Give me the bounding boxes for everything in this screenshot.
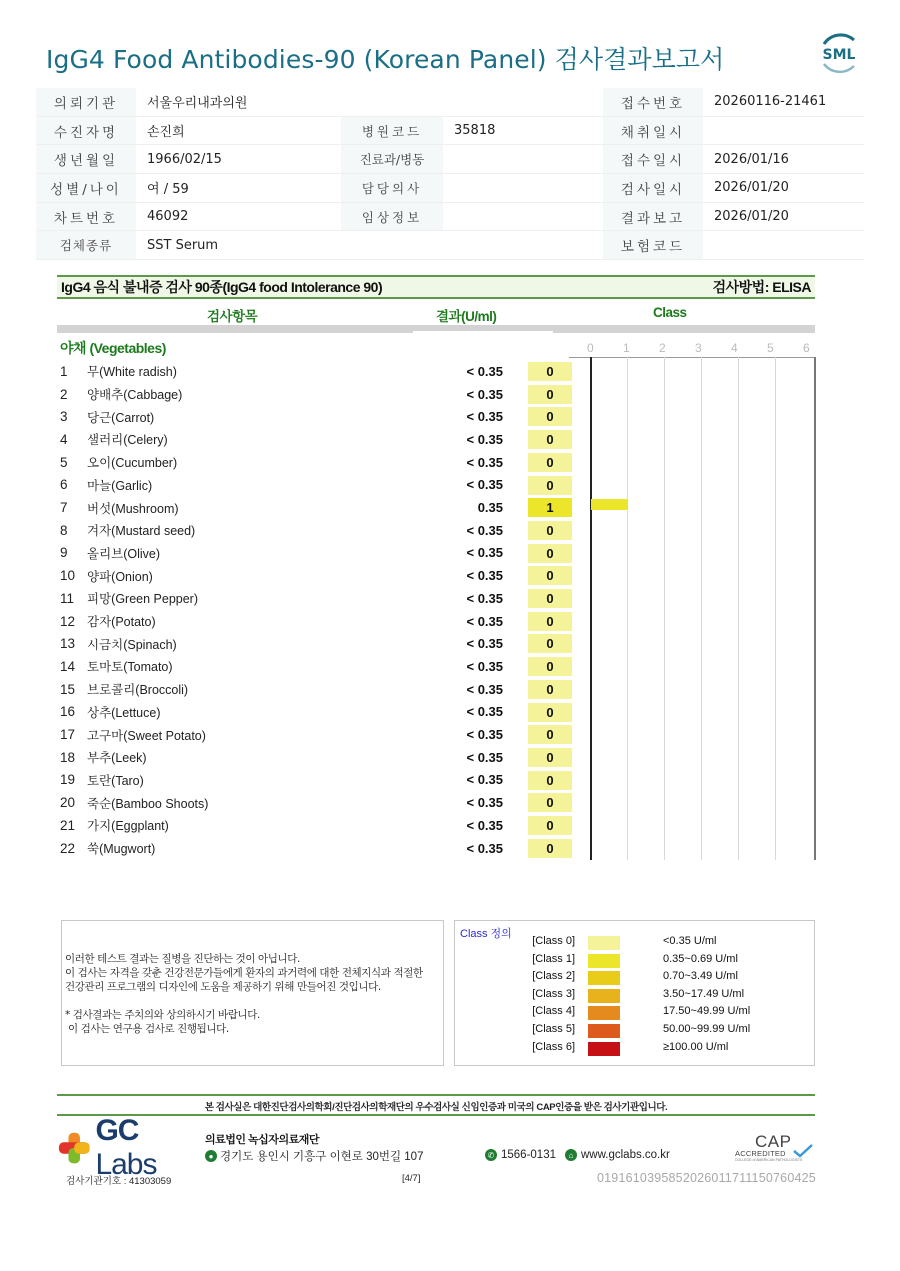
legend-range: 0.35~0.69 U/ml [663, 952, 738, 965]
labs-text: Labs [95, 1148, 157, 1181]
result-row [57, 360, 577, 383]
legend-class-label: [Class 6] [532, 1040, 575, 1053]
legend-title: Class 정의 [460, 928, 512, 940]
item-number: 8 [60, 522, 68, 538]
legend-row [455, 935, 815, 953]
info-value: 서울우리내과의원 [147, 96, 248, 112]
report-title: IgG4 Food Antibodies-90 (Korean Panel) 검사결과보고서 [46, 45, 725, 74]
info-label: 보험코드 [603, 231, 703, 259]
info-label: 의뢰기관 [36, 88, 136, 116]
item-number: 3 [60, 409, 68, 425]
item-class-badge: 0 [528, 453, 572, 472]
result-row [57, 405, 577, 428]
info-label: 담당의사 [341, 174, 443, 202]
cap-text: CAP [755, 1132, 792, 1151]
class-definition-legend [454, 920, 815, 1066]
item-name: 샐러리(Celery) [87, 433, 168, 448]
info-label: 임상정보 [341, 203, 443, 231]
gc-cross-icon [57, 1130, 91, 1166]
legend-color-swatch [588, 989, 620, 1003]
item-result: < 0.35 [466, 477, 503, 493]
item-class-badge: 0 [528, 589, 572, 608]
legend-color-swatch [588, 1042, 620, 1056]
item-name: 고구마(Sweet Potato) [87, 728, 206, 743]
header-divider [57, 325, 815, 333]
legend-range: ≥100.00 U/ml [663, 1040, 729, 1053]
info-value [443, 145, 603, 173]
info-label: 검사일시 [603, 174, 703, 202]
info-label: 접수일시 [603, 145, 703, 173]
home-icon: ⌂ [565, 1149, 577, 1161]
item-result: < 0.35 [466, 636, 503, 652]
item-result: < 0.35 [466, 704, 503, 720]
item-number: 6 [60, 477, 68, 493]
item-number: 13 [60, 636, 76, 652]
item-number: 14 [60, 658, 76, 674]
item-class-badge: 0 [528, 430, 572, 449]
legend-range: 17.50~49.99 U/ml [663, 1005, 751, 1018]
legend-color-swatch [588, 936, 620, 950]
organization-name: 의료법인 녹십자의료재단 [205, 1134, 319, 1146]
disclaimer-line: 이 검사는 연구용 검사로 진행됩니다. [65, 1023, 229, 1035]
class-tick: 5 [767, 341, 774, 355]
info-label: 차트번호 [36, 203, 136, 231]
item-number: 19 [60, 772, 76, 788]
item-number: 15 [60, 681, 76, 697]
item-number: 16 [60, 704, 76, 720]
item-number: 21 [60, 817, 76, 833]
info-value: SST Serum [147, 237, 219, 253]
legend-row [455, 1005, 815, 1023]
item-result: 0.35 [477, 500, 503, 516]
item-result: < 0.35 [466, 363, 503, 379]
item-class-badge: 0 [528, 680, 572, 699]
item-name: 올리브(Olive) [87, 546, 161, 561]
disclaimer-line: 이 검사는 자격을 갖춘 건강전문가들에게 환자의 과거력에 대한 전체지식과 적절한 [65, 967, 423, 979]
test-method: 검사방법: ELISA [712, 279, 811, 295]
panel-header [57, 275, 815, 299]
item-class-badge: 0 [528, 634, 572, 653]
class-tick: 3 [695, 341, 702, 355]
item-number: 10 [60, 568, 76, 584]
item-name: 부추(Leek) [87, 751, 147, 766]
column-header-class: Class [653, 305, 687, 320]
barcode-number: 0191610395852026011711150760425 [597, 1171, 816, 1185]
item-number: 11 [60, 590, 75, 606]
item-result: < 0.35 [466, 568, 503, 584]
section-title-vegetables: 야채 (Vegetables) [60, 340, 166, 356]
cap-accredited-text: ACCREDITED [735, 1149, 786, 1158]
legend-color-swatch [588, 971, 620, 985]
location-pin-icon: ● [205, 1150, 217, 1162]
info-row [36, 145, 864, 174]
item-result: < 0.35 [466, 749, 503, 765]
info-value: 2026/01/20 [714, 209, 789, 225]
item-result: < 0.35 [466, 545, 503, 561]
item-name: 상추(Lettuce) [87, 705, 161, 720]
legend-color-swatch [588, 954, 620, 968]
item-name: 감자(Potato) [87, 615, 156, 630]
legend-range: 50.00~99.99 U/ml [663, 1023, 751, 1035]
item-name: 버섯(Mushroom) [87, 501, 179, 516]
result-row [57, 791, 577, 814]
lab-number: 검사기관기호 : 41303059 [66, 1176, 172, 1187]
item-result: < 0.35 [466, 590, 503, 606]
patient-info-table [36, 88, 864, 260]
item-class-badge: 0 [528, 612, 572, 631]
item-class-badge: 0 [528, 362, 572, 381]
disclaimer-line: 건강관리 프로그램의 디자인에 도움을 제공하기 위해 만들어진 것입니다. [65, 981, 381, 993]
legend-class-label: [Class 5] [532, 1023, 575, 1035]
info-value: 1966/02/15 [147, 151, 222, 167]
item-result: < 0.35 [466, 409, 503, 425]
legend-class-label: [Class 1] [532, 952, 575, 965]
certification-text: 본 검사실은 대한진단검사의학회/진단검사의학재단의 우수검사실 신임인증과 미국의 CAP인증을 받은 검사기관입니다. [204, 1102, 668, 1113]
result-row [57, 701, 577, 724]
info-label: 결과보고 [603, 203, 703, 231]
item-result: < 0.35 [466, 658, 503, 674]
legend-color-swatch [588, 1006, 620, 1020]
item-name: 시금치(Spinach) [87, 637, 177, 652]
result-row [57, 542, 577, 565]
item-class-badge: 0 [528, 476, 572, 495]
item-name: 양배추(Cabbage) [87, 388, 183, 403]
address [205, 1148, 423, 1164]
info-value: 35818 [454, 123, 496, 139]
result-row [57, 655, 577, 678]
item-result: < 0.35 [466, 386, 503, 402]
result-row [57, 519, 577, 542]
legend-row [455, 988, 815, 1006]
result-row [57, 610, 577, 633]
sml-logo-icon [816, 30, 862, 76]
item-number: 18 [60, 749, 76, 765]
legend-color-swatch [588, 1024, 620, 1038]
info-value: 20260116-21461 [714, 94, 827, 110]
result-row [57, 383, 577, 406]
item-number: 20 [60, 795, 76, 811]
result-row [57, 474, 577, 497]
result-row [57, 587, 577, 610]
class-tick: 6 [803, 341, 810, 355]
item-number: 12 [60, 613, 76, 629]
item-class-badge: 0 [528, 748, 572, 767]
item-name: 오이(Cucumber) [87, 456, 178, 471]
item-number: 5 [60, 454, 68, 470]
legend-class-label: [Class 3] [532, 987, 575, 1000]
class-bar [591, 499, 628, 510]
item-result: < 0.35 [466, 772, 503, 788]
item-name: 가지(Eggplant) [87, 819, 169, 834]
class-tick: 1 [623, 341, 630, 355]
item-number: 22 [60, 840, 76, 856]
cap-accredited-logo [735, 1132, 813, 1166]
info-value [443, 203, 603, 231]
svg-text:SML: SML [822, 47, 856, 63]
item-result: < 0.35 [466, 681, 503, 697]
result-row [57, 723, 577, 746]
item-name: 겨자(Mustard seed) [87, 524, 196, 539]
legend-class-label: [Class 4] [532, 1005, 575, 1018]
info-label: 수진자명 [36, 117, 136, 145]
result-row [57, 632, 577, 655]
item-name: 양파(Onion) [87, 569, 153, 584]
item-number: 4 [60, 431, 68, 447]
page-number: [4/7] [402, 1173, 421, 1184]
result-row [57, 496, 577, 519]
legend-class-label: [Class 0] [532, 935, 575, 947]
item-result: < 0.35 [466, 817, 503, 833]
item-class-badge: 0 [528, 544, 572, 563]
column-header-result: 결과(U/ml) [436, 309, 497, 324]
checkmark-icon [793, 1144, 813, 1158]
info-label [341, 231, 443, 259]
item-result: < 0.35 [466, 613, 503, 629]
class-tick: 2 [659, 341, 666, 355]
item-result: < 0.35 [466, 522, 503, 538]
item-name: 당근(Carrot) [87, 410, 155, 425]
info-value [703, 117, 864, 145]
info-label: 성별/나이 [36, 174, 136, 202]
item-result: < 0.35 [466, 840, 503, 856]
item-class-badge: 0 [528, 793, 572, 812]
footer-divider-top [57, 1094, 815, 1096]
result-row [57, 564, 577, 587]
info-value [443, 231, 603, 259]
item-name: 마늘(Garlic) [87, 478, 153, 493]
class-tick: 0 [587, 341, 594, 355]
item-name: 죽순(Bamboo Shoots) [87, 796, 209, 811]
disclaimer-box [61, 920, 444, 1066]
info-value [443, 174, 603, 202]
item-class-badge: 0 [528, 521, 572, 540]
item-class-badge: 0 [528, 566, 572, 585]
item-class-badge: 0 [528, 816, 572, 835]
info-label: 검체종류 [36, 231, 136, 259]
item-name: 토란(Taro) [87, 773, 144, 788]
result-row [57, 428, 577, 451]
info-label: 접수번호 [603, 88, 703, 116]
website [565, 1149, 670, 1161]
item-number: 7 [60, 500, 68, 516]
item-class-badge: 1 [528, 498, 572, 517]
item-name: 피망(Green Pepper) [87, 592, 198, 607]
item-class-badge: 0 [528, 839, 572, 858]
info-value: 46092 [147, 209, 189, 225]
website-link[interactable]: www.gclabs.co.kr [581, 1149, 670, 1161]
info-label: 채취일시 [603, 117, 703, 145]
item-number: 1 [60, 363, 68, 379]
info-label: 진료과/병동 [341, 145, 443, 173]
disclaimer-line: 이러한 테스트 결과는 질병을 진단하는 것이 아닙니다. [65, 953, 300, 965]
legend-class-label: [Class 2] [532, 970, 575, 983]
item-name: 쑥(Mugwort) [87, 842, 156, 857]
item-name: 브로콜리(Broccoli) [87, 683, 189, 698]
class-tick: 4 [731, 341, 738, 355]
info-value [703, 231, 864, 259]
info-value: 2026/01/20 [714, 180, 789, 196]
panel-title: IgG4 음식 불내증 검사 90종(IgG4 food Intolerance 90) [61, 279, 383, 295]
result-row [57, 814, 577, 837]
item-name: 무(White radish) [87, 365, 177, 380]
result-row [57, 451, 577, 474]
info-row [36, 203, 864, 232]
item-name: 토마토(Tomato) [87, 660, 173, 675]
result-row [57, 678, 577, 701]
info-row [36, 231, 864, 260]
column-header-item: 검사항목 [207, 309, 258, 324]
info-value: 2026/01/16 [714, 151, 789, 167]
item-result: < 0.35 [466, 795, 503, 811]
item-class-badge: 0 [528, 703, 572, 722]
phone-icon: ✆ [485, 1149, 497, 1161]
item-class-badge: 0 [528, 725, 572, 744]
legend-range: <0.35 U/ml [663, 935, 717, 947]
info-label [341, 88, 443, 116]
item-class-badge: 0 [528, 657, 572, 676]
info-label: 생년월일 [36, 145, 136, 173]
result-row [57, 769, 577, 792]
gc-labs-logo [57, 1114, 202, 1181]
address-text: 경기도 용인시 기흥구 이현로 30번길 107 [220, 1151, 424, 1163]
legend-row [455, 953, 815, 971]
legend-row [455, 1041, 815, 1059]
item-class-badge: 0 [528, 385, 572, 404]
legend-row [455, 970, 815, 988]
legend-range: 0.70~3.49 U/ml [663, 970, 738, 983]
item-result: < 0.35 [466, 431, 503, 447]
info-value: 여 / 59 [147, 182, 189, 198]
disclaimer-line [65, 994, 443, 1008]
result-row [57, 837, 577, 860]
item-class-badge: 0 [528, 771, 572, 790]
phone [485, 1149, 556, 1161]
info-label: 병원코드 [341, 117, 443, 145]
legend-range: 3.50~17.49 U/ml [663, 987, 745, 1000]
gc-text: GC [95, 1114, 139, 1147]
item-result: < 0.35 [466, 454, 503, 470]
item-number: 17 [60, 727, 76, 743]
item-number: 9 [60, 545, 68, 561]
info-row [36, 174, 864, 203]
item-result: < 0.35 [466, 727, 503, 743]
item-class-badge: 0 [528, 407, 572, 426]
class-bar-chart [569, 357, 815, 860]
legend-row [455, 1023, 815, 1041]
disclaimer-line: * 검사결과는 주치의와 상의하시기 바랍니다. [65, 1009, 260, 1021]
info-row [36, 117, 864, 146]
cap-college-text: COLLEGE of AMERICAN PATHOLOGISTS [735, 1158, 803, 1162]
info-row [36, 88, 864, 117]
phone-number: 1566-0131 [501, 1149, 556, 1161]
item-number: 2 [60, 386, 68, 402]
info-value [443, 88, 603, 116]
result-row [57, 746, 577, 769]
info-value: 손진희 [147, 125, 185, 141]
